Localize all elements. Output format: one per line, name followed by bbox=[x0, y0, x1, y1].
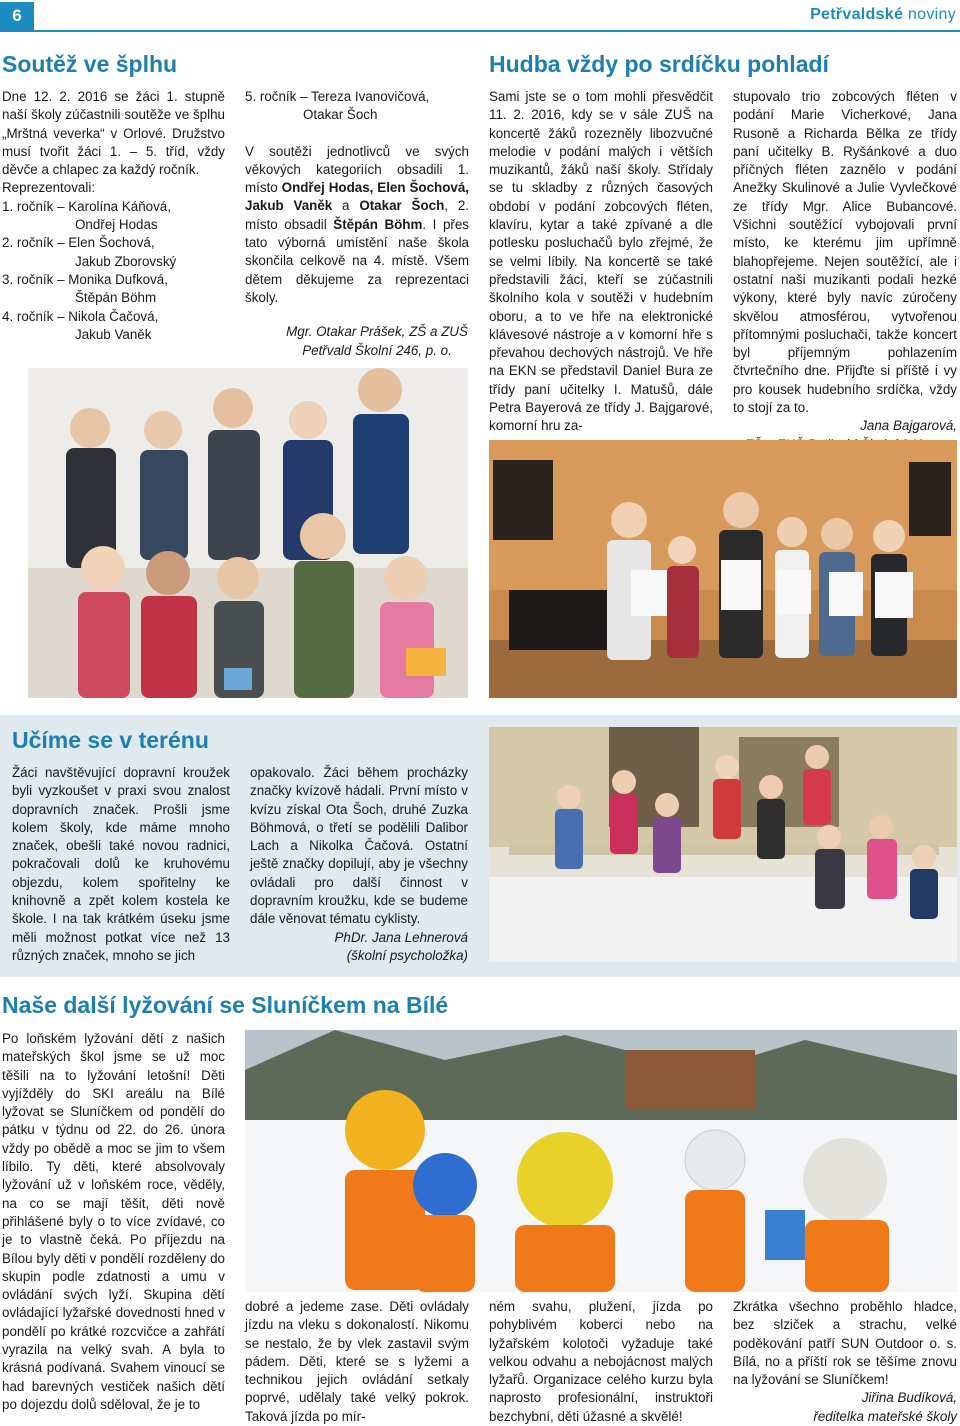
photo-skiing-kids bbox=[245, 1030, 957, 1292]
photo-music-concert bbox=[489, 440, 957, 698]
author-signature: PhDr. Jana Lehnerová bbox=[334, 929, 468, 945]
newspaper-name-bold: Petřvaldské bbox=[810, 6, 904, 23]
newspaper-name bbox=[810, 6, 956, 24]
photo-climbing-team bbox=[28, 368, 468, 698]
list-item: 4. ročník – Nikola Čačová, bbox=[2, 308, 159, 324]
article-music-col2 bbox=[733, 88, 957, 434]
article-traffic-col1 bbox=[12, 764, 230, 964]
list-item-name: Otakar Šoch bbox=[303, 107, 378, 123]
author-signature: (školní psycholožka) bbox=[346, 947, 468, 963]
list-item-name: Ondřej Hodas bbox=[75, 217, 158, 233]
author-signature: ředitelka mateřské školy bbox=[813, 1408, 957, 1424]
article-traffic-col2 bbox=[250, 764, 468, 964]
article-title-traffic: Učíme se v terénu bbox=[12, 727, 209, 753]
article-paragraph: dobré a jedeme zase. Děti ovládaly jízdu na vleku s dokonalostí. Nikomu se nestalo, že by vlek zastavil svým pádem. Děti, které se s lyžemi a technikou jejich ovládání setkaly poprvé, udělaly také velký pokrok. Taková jízda po mír- bbox=[245, 1299, 469, 1424]
page-number: 6 bbox=[0, 2, 34, 30]
article-title-climbing: Soutěž ve šplhu bbox=[2, 51, 178, 77]
article-climbing-col2 bbox=[245, 88, 469, 358]
author-signature: Mgr. Otakar Prášek, ZŠ a ZUŠ bbox=[286, 324, 468, 340]
represented-label: Reprezentovali: bbox=[2, 180, 96, 196]
author-signature: Jiřina Budíková, bbox=[861, 1390, 957, 1406]
article-skiing-col2 bbox=[245, 1298, 469, 1424]
article-title-music: Hudba vždy po srdíčku pohladí bbox=[489, 51, 829, 77]
article-title-skiing: Naše další lyžování se Sluníčkem na Bílé bbox=[2, 992, 449, 1018]
photo-traffic-club bbox=[489, 727, 957, 962]
newspaper-name-rest: noviny bbox=[903, 6, 956, 23]
author-signature: Jana Bajgarová, bbox=[860, 418, 957, 434]
article-paragraph: Zkrátka všechno proběhlo hladce, bez slziček a strachu, velké poděkování patří SUN Outdoor o. s. Bílá, no a příští rok se těšíme znovu na lyžování se Sluníčkem! bbox=[733, 1299, 957, 1388]
article-paragraph: Dne 12. 2. 2016 se žáci 1. stupně naší školy zúčastnili soutěže ve šplhu „Mrštná veverka“ v Orlové. Družstvo musí tvořit žáci 1. – 5. tříd, vždy děvče a chlapec za každý ročník. bbox=[2, 89, 225, 178]
article-paragraph: Sami jste se o tom mohli přesvědčit 11. 2. 2016, kdy se v sále ZUŠ na koncertě žáků rozezněly libozvučné melodie v podání malých i větších muzikantů, žáků naší školy. Střídaly se tu skladby z různých časových období v podání zobcových fléten, klavíru, kytar a také zpívané a dle potlesku posluchačů bylo zřejmé, že se velmi líbily. Na koncertě se také představili žáci, kteří se zúčastnili školního kola v soutěži v hudebním oboru, a to ve hře na elektronické klávesové nástroje a v komorní hře s převahou dechových nástrojů. Ve hře na EKN se představil Daniel Bura ze třídy paní učitelky I. Matušů, dále Petra Bayerová ze třídy J. Bajgarové, komorní hru za- bbox=[489, 89, 713, 434]
list-item-name: Štěpán Böhm bbox=[75, 290, 157, 306]
article-paragraph: opakovalo. Žáci během procházky značky kvízově hádali. První místo v kvízu získal Ota Šoch, druhé Zuzka Böhmová, o třetí se podělili Dalibor Lach a Nikolka Čačová. Ostatní ještě značky dopilují, aby je všechny ovládali pro další činnost v dopravním kroužku, kde se budeme dále věnovat tématu cyklisty. bbox=[250, 765, 468, 927]
article-paragraph: Žáci navštěvující dopravní kroužek byli vyzkoušet v praxi svou znalost dopravních značek. Prošli jsme kolem školy, kde máme mnoho značek, obešli také novou radnici, pokračovali dolů ke kruhovému objezdu, kolem spořitelny ke knihovně a zpět kolem kostela ke škole. I na tak krátkém úseku jsme měli možnost potkat více než 13 různých značek, mnoho se jich bbox=[12, 765, 230, 963]
author-signature: Petřvald Školní 246, p. o. bbox=[302, 342, 452, 358]
article-skiing-col3 bbox=[489, 1298, 713, 1424]
article-paragraph: V soutěži jednotlivců ve svých věkových kategoriích obsadili 1. místo Ondřej Hodas, Elen Šochová, Jakub Vaněk a Otakar Šoch, 2. místo obsadil Štěpán Böhm. I přes tato výborná umístění naše škola skončila celkově na 4. místě. Všem dětem děkujeme za reprezentaci školy. bbox=[245, 143, 469, 305]
article-skiing-col1 bbox=[2, 1030, 225, 1421]
page-header bbox=[0, 0, 960, 32]
list-item-name: Jakub Zborovský bbox=[75, 253, 177, 269]
list-item: 2. ročník – Elen Šochová, bbox=[2, 235, 155, 251]
article-skiing-col4 bbox=[733, 1298, 957, 1424]
list-item: 1. ročník – Karolína Káňová, bbox=[2, 198, 171, 214]
article-climbing-col1 bbox=[2, 88, 225, 358]
article-paragraph: Po loňském lyžování dětí z našich mateřských škol jsme se už moc těšili na to lyžování letošní! Děti vyjížděly do SKI areálu na Bílé lyžovat se Sluníčkem od pondělí do pátku v týdnu od 22. do 26. února vždy po obědě a moc se jim to všem líbilo. Ty děti, které absolvovaly lyžování už v loňském roce, věděly, na co se mají těšit, děti nově přihlášené byly o to více zvídavé, co je to vlastně čeká. Po příjezdu na Bílou byly děti v pondělí rozděleny do skupin podle zdatnosti a umu v ovládání svých lyží. Skupina dětí ovládající lyžařské dovednosti hned v pondělí po krátké rozcvičce a zahřátí vyrazila na velký svah. A byla to krásná podívaná. Svahem vinoucí se had barevných vestiček našich dětí po dojezdu dolů sděloval, že je to bbox=[2, 1031, 225, 1412]
list-item-name: Jakub Vaněk bbox=[75, 326, 152, 342]
list-item: 5. ročník – Tereza Ivanovičová, bbox=[245, 89, 430, 104]
article-music-col1 bbox=[489, 88, 713, 434]
article-paragraph: stupovalo trio zobcových fléten v podání Marie Vicherkové, Jana Rusoně a Richarda Bělka ze třídy paní učitelky B. Ryšánkové a duo příčných fléten zaznělo v podání Anežky Skulinové a Julie Vyvlečkové ze třídy Mgr. Alice Bubancové. Všichni soutěžící vybojovali první místo, ke kterému jim upřímně blahopřejeme. Nejen soutěžící, ale i ostatní naši muzikanti podali hezké výkony, které byly navíc zúročeny skvělou atmosférou, vytvořenou přítomnými posluchači, takže koncert byl příjemným pohlazením čtvrtečního dne. Přijďte si příště i vy pro kousek hudebního srdíčka, vždy to stojí za to. bbox=[733, 89, 957, 416]
article-paragraph: ném svahu, plužení, jízda po pohyblivém koberci nebo na lyžařském kolotoči vyžaduje také velkou odvahu a nebojácnost malých lyžařů. Organizace celého kurzu byla naprosto profesionální, instruktoři bezchybní, děti úžasné a skvělé! bbox=[489, 1299, 713, 1424]
list-item: 3. ročník – Monika Dufková, bbox=[2, 271, 168, 287]
